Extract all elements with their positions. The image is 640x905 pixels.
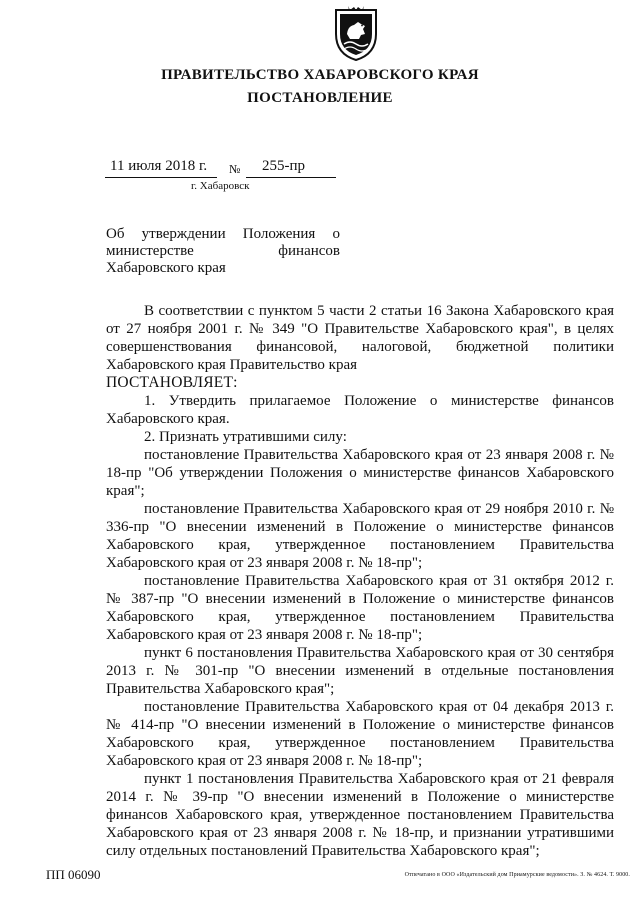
coat-of-arms-icon bbox=[330, 4, 382, 62]
document-body bbox=[106, 302, 614, 860]
document-type-title: ПОСТАНОВЛЕНИЕ bbox=[247, 90, 393, 106]
document-number: 255-пр bbox=[262, 158, 306, 174]
number-sign: № bbox=[229, 162, 241, 176]
repealed-item: пункт 1 постановления Правительства Хабаровского края от 21 февраля 2014 г. № 39-пр "О внесении изменений в Положение о министерстве финансов Хабаровского края, утвержденное постановлением Правительства Хабаровского края от 23 января 2008 г. № 18-пр, и признании утратившими силу отдельных постановлений Правительства Хабаровского края"; bbox=[106, 771, 614, 859]
document-date: 11 июля 2018 г. bbox=[110, 158, 208, 174]
repealed-item: пункт 6 постановления Правительства Хабаровского края от 30 сентября 2013 г. № 301-пр "О внесении изменений в отдельные постановления Правительства Хабаровского края"; bbox=[106, 645, 614, 697]
document-subject: Об утверждении Положения о министерстве финансов Хабаровского края bbox=[106, 226, 340, 276]
clause-1: 1. Утвердить прилагаемое Положение о министерстве финансов Хабаровского края. bbox=[106, 393, 614, 427]
government-title: ПРАВИТЕЛЬСТВО ХАБАРОВСКОГО КРАЯ bbox=[161, 67, 479, 83]
document-city: г. Хабаровск bbox=[191, 180, 250, 192]
preamble-paragraph: В соответствии с пунктом 5 части 2 статьи 16 Закона Хабаровского края от 27 ноября 2001 г. № 349 "О Правительстве Хабаровского края", в целях совершенствования финансовой, налоговой, бюджетной политики Хабаровского края Правительство края bbox=[106, 303, 614, 373]
repealed-item: постановление Правительства Хабаровского края от 04 декабря 2013 г. № 414-пр "О внесении изменений в Положение о министерстве финансов Хабаровского края, утвержденное постановлением Правительства Хабаровского края от 23 января 2008 г. № 18-пр"; bbox=[106, 699, 614, 769]
decree-word: ПОСТАНОВЛЯЕТ: bbox=[106, 374, 238, 391]
number-underline bbox=[246, 177, 336, 178]
document-code: ПП 06090 bbox=[46, 867, 101, 882]
date-underline bbox=[105, 177, 217, 178]
clause-2: 2. Признать утратившими силу: bbox=[144, 429, 347, 445]
printer-imprint: Отпечатано в ООО «Издательский дом Приамурские ведомости». З. № 4624. Т. 9000. bbox=[404, 872, 630, 878]
repealed-item: постановление Правительства Хабаровского края от 23 января 2008 г. № 18-пр "Об утверждении Положения о министерстве финансов Хабаровского края"; bbox=[106, 447, 614, 499]
repealed-item: постановление Правительства Хабаровского края от 31 октября 2012 г. № 387-пр "О внесении изменений в Положение о министерстве финансов Хабаровского края, утвержденное постановлением Правительства Хабаровского края от 23 января 2008 г. № 18-пр"; bbox=[106, 573, 614, 643]
repealed-item: постановление Правительства Хабаровского края от 29 ноября 2010 г. № 336-пр "О внесении изменений в Положение о министерстве финансов Хабаровского края, утвержденное постановлением Правительства Хабаровского края от 23 января 2008 г. № 18-пр"; bbox=[106, 501, 614, 571]
